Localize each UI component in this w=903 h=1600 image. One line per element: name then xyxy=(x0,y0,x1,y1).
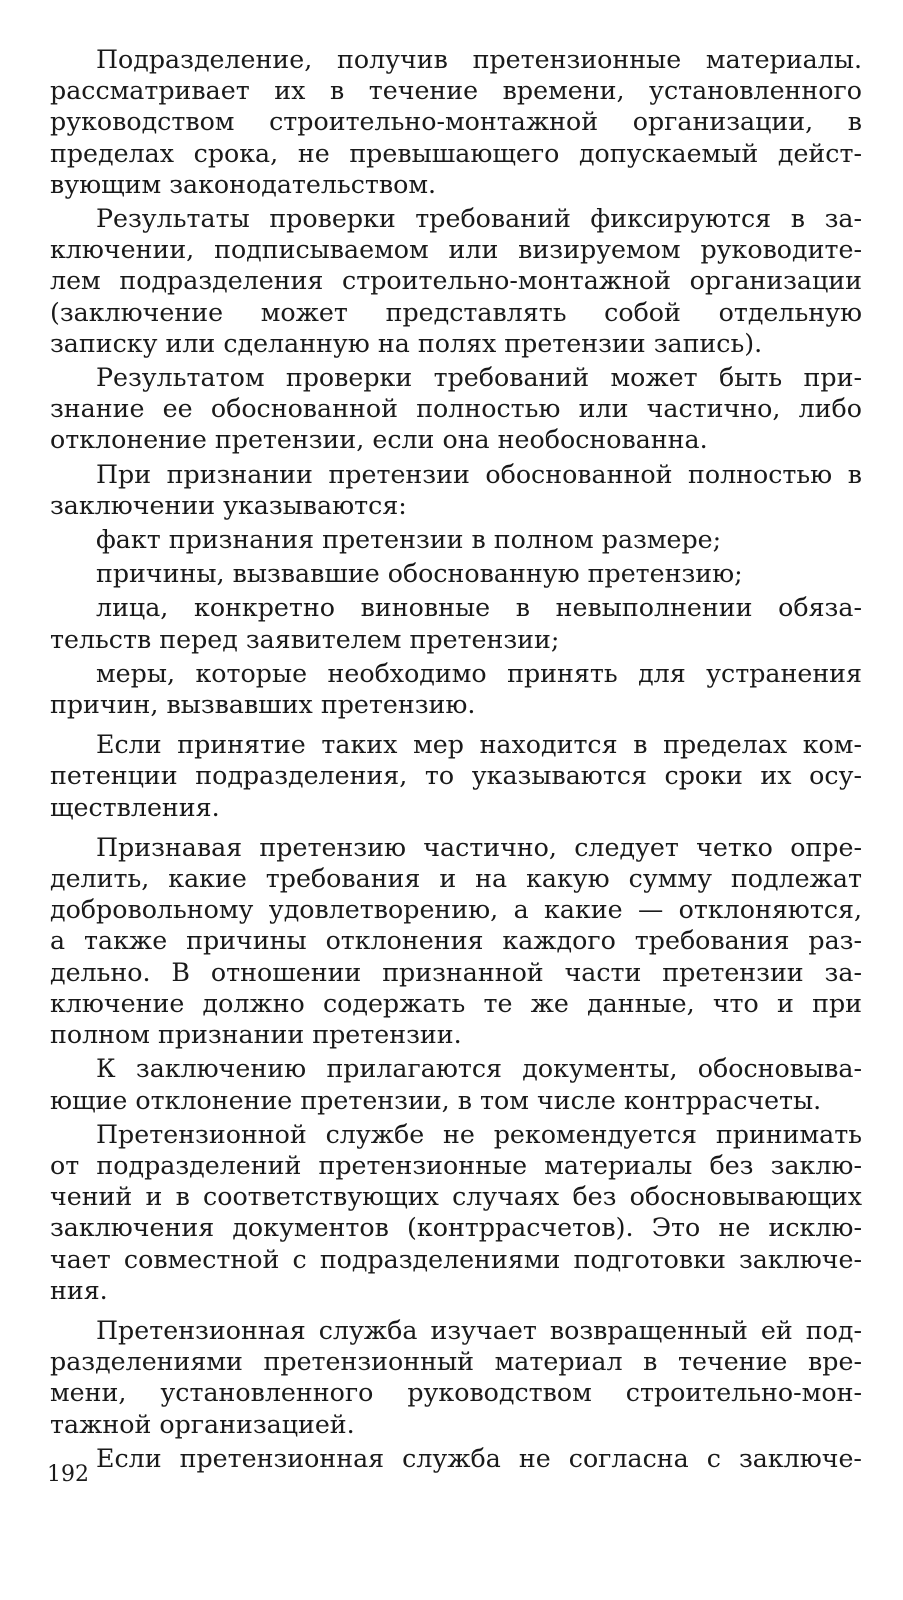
text-line: причины, вызвавшие обоснованную претензию; xyxy=(96,559,743,589)
text-line: петенции подразделения, то указываются сроки их осу- xyxy=(50,761,862,791)
list-item xyxy=(50,592,862,654)
text-line: чает совместной с подразделениями подготовки заключе- xyxy=(50,1244,862,1274)
text-line: (заключение может представлять собой отдельную xyxy=(50,297,862,327)
text-line: Результатом проверки требований может быть при- xyxy=(96,363,862,393)
text-line: рассматривает их в течение времени, установленного xyxy=(50,76,862,106)
paragraph xyxy=(50,459,862,521)
text-line: лем подразделения строительно-монтажной организации xyxy=(50,266,862,296)
text-line: Если принятие таких мер находится в пределах ком- xyxy=(96,730,862,760)
paragraph xyxy=(50,1443,862,1474)
text-line: записку или сделанную на полях претензии запись). xyxy=(50,328,763,358)
text-line: Если претензионная служба не согласна с заключе- xyxy=(96,1443,862,1473)
text-line: дельно. В отношении признанной части претензии за- xyxy=(50,957,862,987)
text-line: причин, вызвавших претензию. xyxy=(50,690,476,720)
text-line: Признавая претензию частично, следует четко опре- xyxy=(96,832,862,862)
text-line: Подразделение, получив претензионные материалы. xyxy=(96,45,862,74)
text-line: меры, которые необходимо принять для устранения xyxy=(96,658,862,688)
list-item xyxy=(50,658,862,720)
text-line: При признании претензии обоснованной полностью в xyxy=(96,459,862,489)
text-line: руководством строительно-монтажной организации, в xyxy=(50,107,862,137)
text-line: ключении, подписываемом или визируемом руководите- xyxy=(50,235,862,265)
list-item xyxy=(50,558,862,589)
text-line: мени, установленного руководством строительно-мон- xyxy=(50,1378,862,1408)
text-line: заключении указываются: xyxy=(50,490,407,520)
text-line: ющие отклонение претензии, в том числе контррасчеты. xyxy=(50,1085,822,1115)
text-line: делить, какие требования и на какую сумму подлежат xyxy=(50,864,862,894)
text-line: тельств перед заявителем претензии; xyxy=(50,624,560,654)
text-line: добровольному удовлетворению, а какие — отклоняются, xyxy=(50,895,862,925)
paragraph xyxy=(50,832,862,1050)
paragraph xyxy=(50,1053,862,1115)
text-line: К заключению прилагаются документы, обосновыва- xyxy=(96,1054,862,1084)
text-line: ния. xyxy=(50,1275,108,1305)
text-line: знание ее обоснованной полностью или частично, либо xyxy=(50,394,862,424)
text-line: разделениями претензионный материал в течение вре- xyxy=(50,1347,862,1377)
text-line: пределах срока, не превышающего допускаемый дейст- xyxy=(50,138,862,168)
text-line: Претензионной службе не рекомендуется принимать xyxy=(96,1119,862,1149)
paragraph xyxy=(50,729,862,823)
text-line: чений и в соответствующих случаях без обосновывающих xyxy=(50,1182,862,1212)
text-line: лица, конкретно виновные в невыполнении обяза- xyxy=(96,593,862,623)
paragraph xyxy=(50,362,862,456)
text-line: заключения документов (контррасчетов). Это не исклю- xyxy=(50,1213,862,1243)
list-item xyxy=(50,524,862,555)
text-line: отклонение претензии, если она необоснованна. xyxy=(50,425,708,455)
page-number: 192 xyxy=(47,1462,89,1487)
text-line: тажной организацией. xyxy=(50,1409,355,1439)
text-line: а также причины отклонения каждого требования раз- xyxy=(50,926,862,956)
paragraph xyxy=(50,44,862,200)
text-line: ключение должно содержать те же данные, что и при xyxy=(50,988,862,1018)
paragraph xyxy=(50,1119,862,1306)
text-line: полном признании претензии. xyxy=(50,1020,462,1050)
text-line: факт признания претензии в полном размере; xyxy=(96,525,722,555)
text-line: от подразделений претензионные материалы без заклю- xyxy=(50,1150,862,1180)
text-line: вующим законодательством. xyxy=(50,169,437,199)
text-line: Претензионная служба изучает возвращенный ей под- xyxy=(96,1315,862,1345)
body-text xyxy=(50,44,862,1477)
paragraph xyxy=(50,1315,862,1440)
text-line: Результаты проверки требований фиксируются в за- xyxy=(96,204,862,234)
paragraph xyxy=(50,203,862,359)
text-line: ществления. xyxy=(50,792,220,822)
